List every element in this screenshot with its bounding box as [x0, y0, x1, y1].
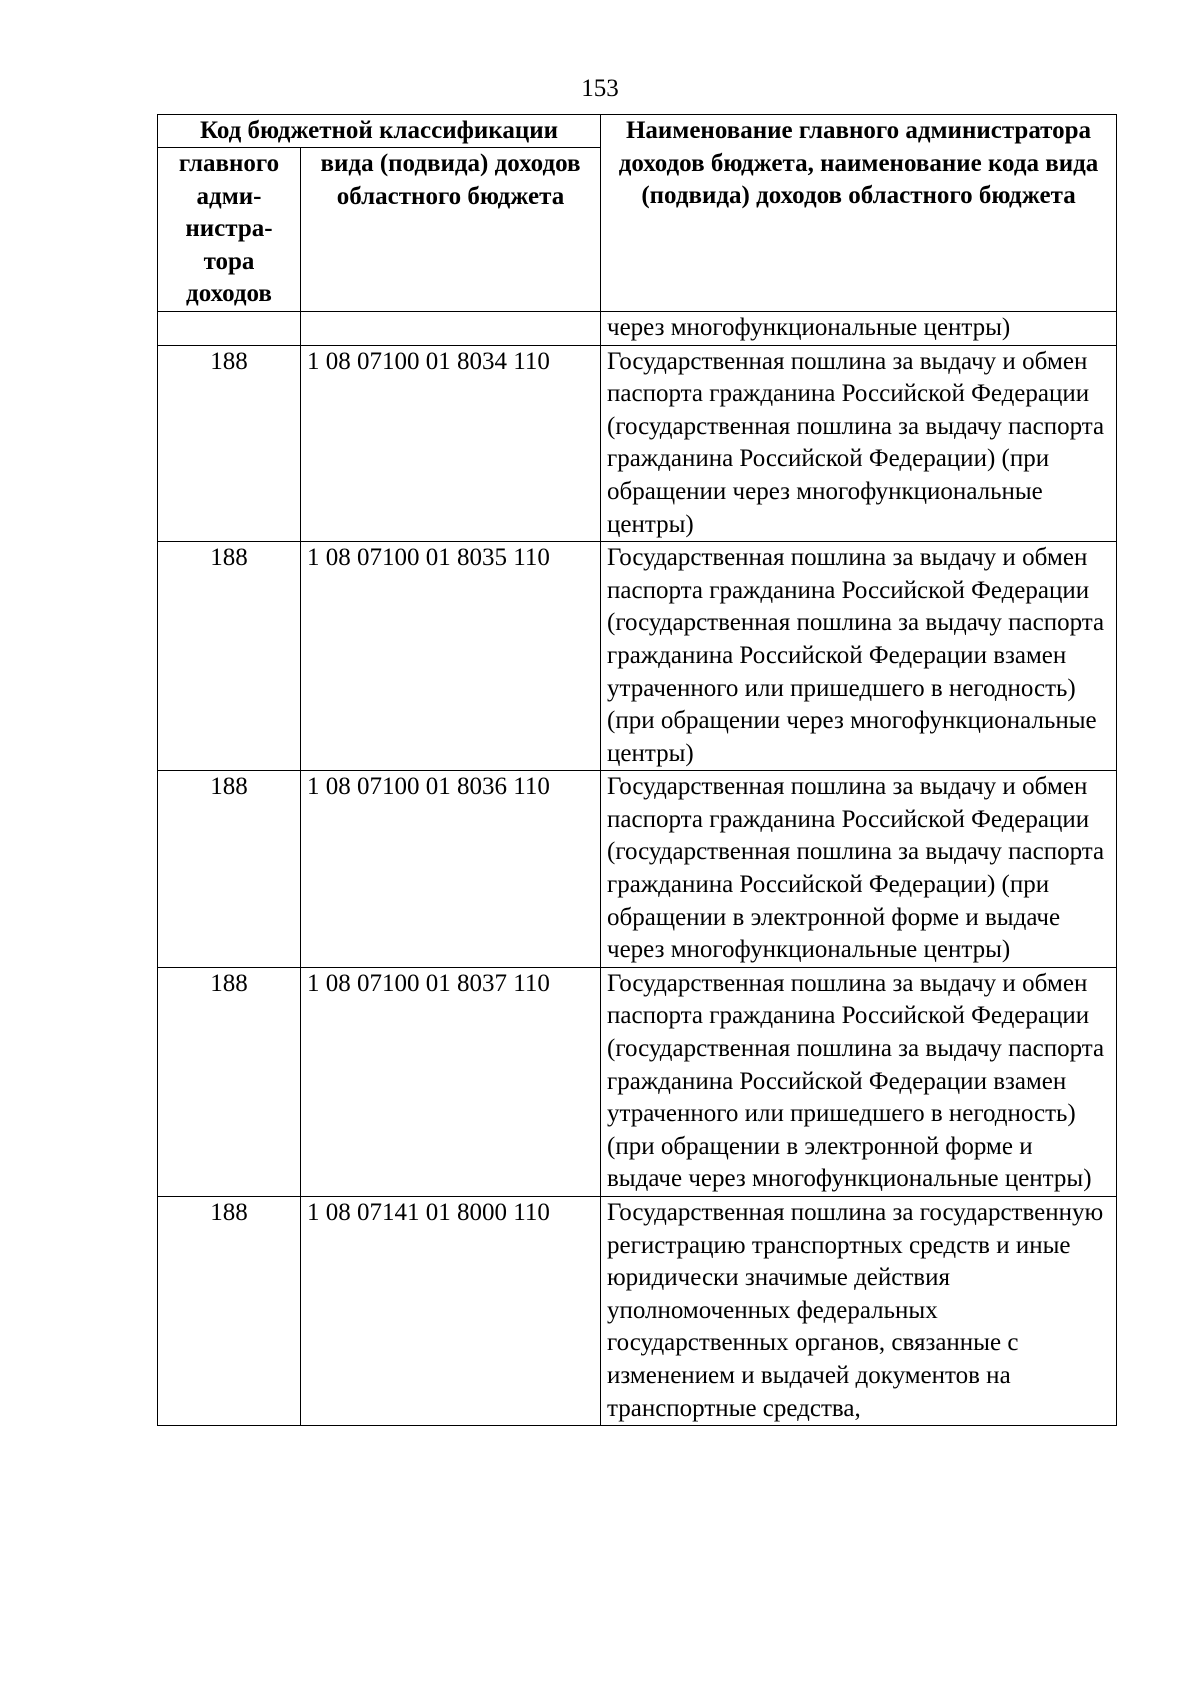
header-income-type-column: вида (подвида) доходов областного бюджета	[301, 148, 601, 312]
budget-classification-table	[157, 114, 1117, 1426]
income-code-cell: 1 08 07100 01 8037 110	[301, 967, 601, 1196]
header-name-column: Наименование главного администратора доходов бюджета, наименование кода вида (подвида) доходов областного бюджета	[601, 115, 1117, 312]
table-row-continuation	[158, 311, 1117, 345]
table-row	[158, 771, 1117, 968]
income-code-cell	[301, 311, 601, 345]
table-row	[158, 542, 1117, 771]
header-row-group	[158, 115, 1117, 148]
page-number: 153	[581, 75, 619, 102]
income-name-cell: Государственная пошлина за государственную регистрацию транспортных средств и иные юридически значимые действия уполномоченных федеральных государственных органов, связанные с изменением и выдачей документов на транспортные средства,	[601, 1197, 1117, 1426]
admin-code-cell: 188	[158, 542, 301, 771]
admin-code-cell: 188	[158, 1197, 301, 1426]
income-name-cell: Государственная пошлина за выдачу и обмен паспорта гражданина Российской Федерации (государственная пошлина за выдачу паспорта гражданина Российской Федерации взамен утраченного или пришедшего в негодность) (при обращении в электронной форме и выдаче через многофункциональные центры)	[601, 967, 1117, 1196]
table-row	[158, 345, 1117, 542]
income-code-cell: 1 08 07100 01 8034 110	[301, 345, 601, 542]
income-name-cell: Государственная пошлина за выдачу и обмен паспорта гражданина Российской Федерации (государственная пошлина за выдачу паспорта гражданина Российской Федерации взамен утраченного или пришедшего в негодность) (при обращении через многофункциональные центры)	[601, 542, 1117, 771]
header-admin-column: главного адми-нистра-тора доходов	[158, 148, 301, 312]
income-code-cell: 1 08 07141 01 8000 110	[301, 1197, 601, 1426]
admin-code-cell: 188	[158, 345, 301, 542]
table-row	[158, 967, 1117, 1196]
income-code-cell: 1 08 07100 01 8035 110	[301, 542, 601, 771]
admin-code-cell: 188	[158, 967, 301, 1196]
income-name-cell: Государственная пошлина за выдачу и обмен паспорта гражданина Российской Федерации (государственная пошлина за выдачу паспорта гражданина Российской Федерации) (при обращении в электронной форме и выдаче через многофункциональные центры)	[601, 771, 1117, 968]
admin-code-cell: 188	[158, 771, 301, 968]
income-name-cell: Государственная пошлина за выдачу и обмен паспорта гражданина Российской Федерации (государственная пошлина за выдачу паспорта гражданина Российской Федерации) (при обращении через многофункциональные центры)	[601, 345, 1117, 542]
income-name-cell: через многофункциональные центры)	[601, 311, 1117, 345]
table-row	[158, 1197, 1117, 1426]
admin-code-cell	[158, 311, 301, 345]
income-code-cell: 1 08 07100 01 8036 110	[301, 771, 601, 968]
header-budget-code-group: Код бюджетной классификации	[158, 115, 601, 148]
